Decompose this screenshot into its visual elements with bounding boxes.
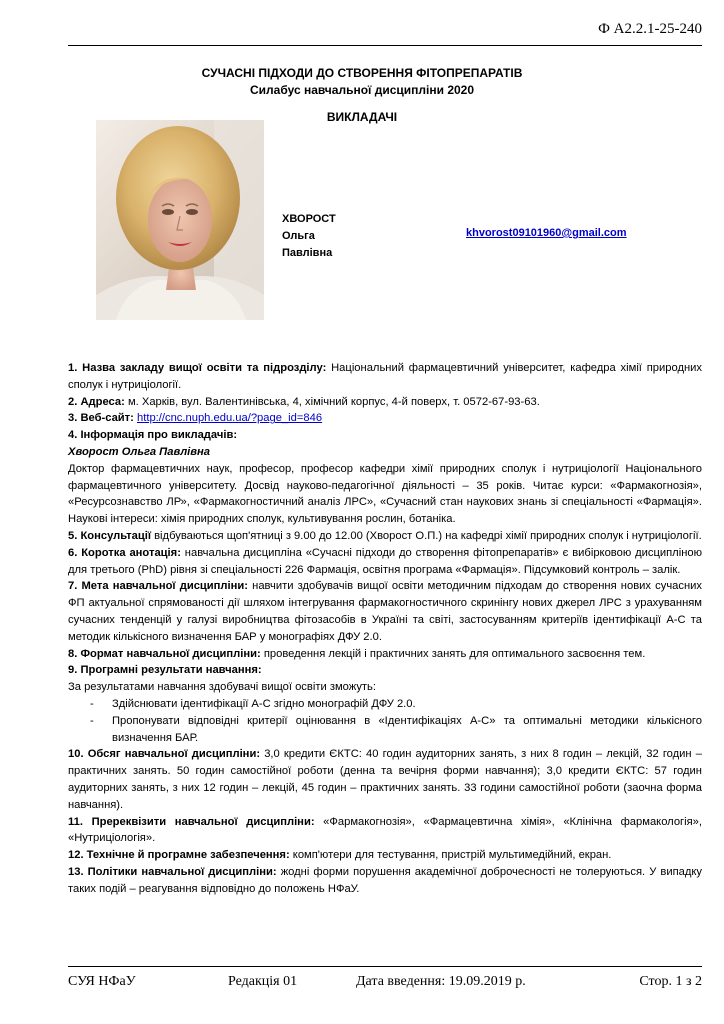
teachers-heading: ВИКЛАДАЧІ (326, 110, 398, 124)
section-10-text: 3,0 кредити ЄКТС: 40 годин аудиторних занять, з них 8 годин – лекцій, 32 годин – практичних занять. 50 годин самостійної роботи (денна та вечірня форми навчання); 3,0 кредити ЄКТС: 57 годин аудиторних занять, з них 12 годин – лекцій, 45 годин – практичних занять. 33 години самостійної роботи (заочна форма навчання). (68, 748, 702, 811)
syllabus-subtitle: Силабус навчальної дисципліни 2020 (249, 83, 475, 97)
section-3-label: 3. Веб-сайт: (68, 412, 134, 425)
footer-page: Стор. 1 з 2 (639, 974, 702, 989)
section-4-label: 4. Інформація про викладачів: (68, 429, 238, 442)
teacher-surname: ХВОРОСТ (282, 213, 336, 225)
section-9-label: 9. Програмні результати навчання: (68, 664, 262, 677)
list-item: - Здійснювати ідентифікації А-С згідно монографій ДФУ 2.0. (90, 696, 702, 713)
section-2-text: м. Харків, вул. Валентинівська, 4, хімічний корпус, 4-й поверх, т. 0572-67-93-63. (124, 395, 540, 408)
section-4-name (68, 444, 702, 461)
section-7-label: 7. Мета навчальної дисципліни: (68, 580, 249, 593)
section-11 (68, 814, 702, 848)
section-8-text: проведення лекцій і практичних занять для оптимального засвоєння тем. (260, 647, 646, 660)
bottom-divider (68, 966, 702, 967)
list-item: - Пропонувати відповідні критерії оцінювання в «Ідентифікаціях А-С» та оптимальні методики кількісного визначення БАР. (90, 713, 702, 747)
section-1-text: Національний фармацевтичний університет, кафедра хімії природних сполук і нутриціології. (68, 362, 702, 391)
section-1-label: 1. Назва закладу вищої освіти та підрозділу: (68, 362, 327, 374)
section-6-label: 6. Коротка анотація: (68, 546, 181, 559)
syllabus-title: СУЧАСНІ ПІДХОДИ ДО СТВОРЕННЯ ФІТОПРЕПАРАТІВ (201, 66, 523, 80)
section-2-label: 2. Адреса: (68, 395, 125, 408)
section-13 (68, 864, 702, 898)
footer-date: Дата введення: 19.09.2019 р. (356, 974, 526, 989)
section-11-label: 11. Пререквізити навчальної дисципліни: (68, 815, 315, 828)
section-4-heading (68, 427, 702, 444)
section-7-text: навчити здобувачів вищої освіти методичним підходам до створення нових сучасних ФП актуальної спрямованості дії шляхом інтегрування фармакогностичного скринінгу нових джерел ЛРС з урахуванням сучасних тенденцій у галузі виробництва фітозасобів в Україні та світі, застосуванням критеріїв ідентифікації А-С та методик кількісного визначення БАР у монографіях ДФУ 2.0. (68, 580, 702, 643)
section-8-label: 8. Формат навчальної дисципліни: (68, 647, 261, 660)
teacher-full-name: Хворост Ольга Павлівна (68, 445, 211, 458)
section-6 (68, 545, 702, 579)
section-10-label: 10. Обсяг навчальної дисципліни: (68, 748, 261, 761)
section-12 (68, 847, 702, 864)
section-11-text: «Фармакогнозія», «Фармацевтична хімія», «Клінічна фармакологія», «Нутриціологія». (68, 815, 702, 845)
teacher-email-link[interactable]: khvorost09101960@gmail.com (466, 227, 627, 239)
footer-org: СУЯ НФаУ (68, 974, 136, 989)
section-10 (68, 746, 702, 813)
section-6-text: навчальна дисципліна «Сучасні підходи до створення фітопрепаратів» є вибірковою дисципліною для третього (PhD) рівня зі спеціальності 226 Фармація, освітня програма «Фармація». Підсумковий контроль – залік. (68, 546, 702, 576)
section-4-text: Доктор фармацевтичних наук, професор, професор кафедри хімії природних сполук і нутриціології Національного фармацевтичного університету. Досвід науково-педагогічної діяльності – 35 років. Читає курси: «Фармакогнозія», «Ресурсознавство ЛР», «Фармакогностичний аналіз ЛРС», «Сучасний стан наукових знань зі спеціальності «Фармація». Наукові інтереси: хімія природних сполук, культивування рослин, ботаніка. (68, 462, 702, 526)
section-5-label: 5. Консультації (68, 529, 151, 542)
section-7 (68, 578, 702, 645)
section-12-label: 12. Технічне й програмне забезпечення: (68, 849, 290, 862)
section-9-heading (68, 662, 702, 679)
section-13-text: жодні форми порушення академічної доброчесності не толеруються. У випадку таких подій – реагування відповідно до положень НФаУ. (68, 865, 703, 895)
section-9-intro: За результатами навчання здобувачі вищої освіти зможуть: (68, 681, 376, 694)
learning-outcomes-list (68, 696, 702, 746)
section-12-text: комп'ютери для тестування, пристрій мультимедійний, екран. (289, 849, 612, 862)
section-3 (68, 410, 702, 427)
section-5 (68, 528, 702, 545)
syllabus-content (68, 360, 702, 898)
section-1 (68, 360, 702, 394)
website-link[interactable]: http://cnc.nuph.edu.ua/?page_id=846 (137, 412, 323, 425)
top-divider (68, 45, 702, 46)
section-8 (68, 646, 702, 663)
section-2 (68, 394, 702, 411)
section-5-text: відбуваються щоп'ятниці з 9.00 до 12.00 (Хворост О.П.) на кафедрі хімії природних сполук і нутриціології. (151, 529, 702, 542)
footer-edition: Редакція 01 (228, 974, 298, 989)
teacher-photo (96, 120, 264, 320)
document-code: Ф А2.2.1-25-240 (598, 21, 702, 37)
teacher-name-block (282, 211, 336, 262)
teacher-first-name: Ольга (282, 230, 315, 242)
section-13-label: 13. Політики навчальної дисципліни: (68, 865, 277, 878)
teacher-patronymic: Павлівна (282, 247, 333, 259)
